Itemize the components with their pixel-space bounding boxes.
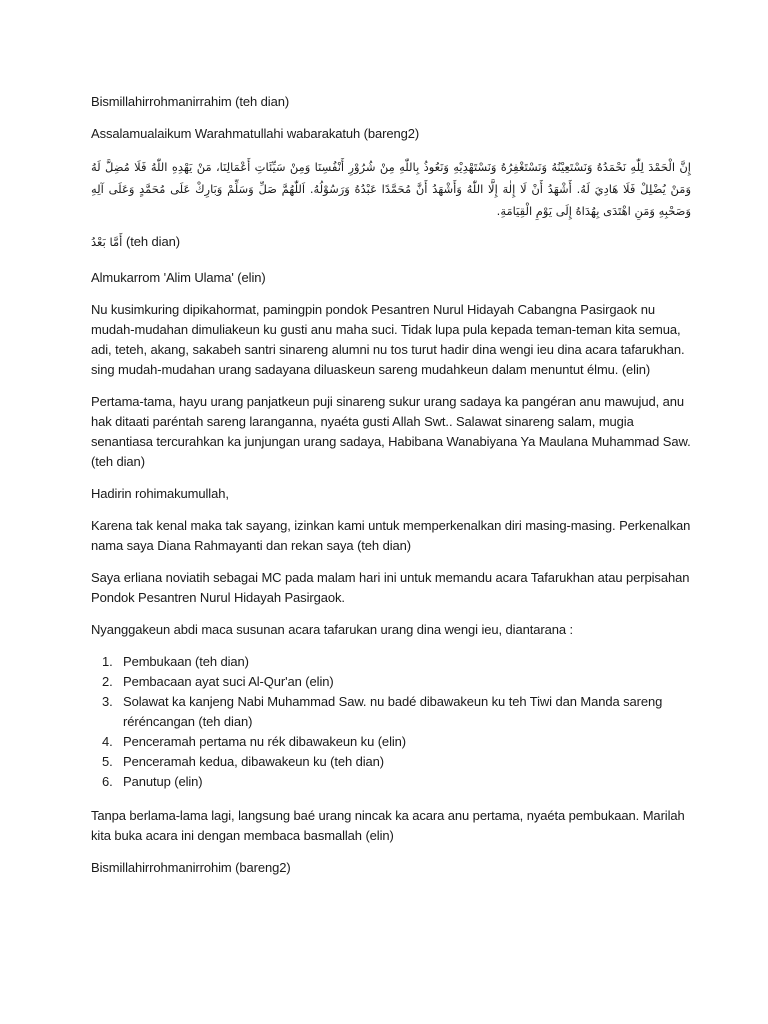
agenda-number: 3. [102, 694, 113, 709]
greeting-ulama: Almukarrom 'Alim Ulama' (elin) [91, 270, 266, 285]
final-line: Bismillahirrohmanirrohim (bareng2) [91, 860, 291, 875]
salam-line: Assalamualaikum Warahmatullahi wabarakatuh (bareng2) [91, 126, 420, 141]
agenda-number: 6. [102, 774, 113, 789]
hadirin-line: Hadirin rohimakumullah, [91, 486, 229, 501]
paragraph-introduction: Karena tak kenal maka tak sayang, izinkan kami untuk memperkenalkan diri masing-masing. Perkenalkan nama saya Diana Rahmayanti dan rekan saya (teh dian) [91, 518, 691, 553]
paragraph-mc: Saya erliana noviatih sebagai MC pada malam hari ini untuk memandu acara Tafarukhan atau perpisahan Pondok Pesantren Nurul Hidayah Pasirgaok. [91, 570, 690, 605]
document-page [91, 92, 691, 890]
opening-line: Bismillahirrohmanirrahim (teh dian) [91, 94, 290, 109]
agenda-text: Solawat ka kanjeng Nabi Muhammad Saw. nu badé dibawakeun ku teh Tiwi dan Manda sareng réréncangan (teh dian) [123, 694, 663, 729]
agenda-number: 5. [102, 754, 113, 769]
agenda-text: Pembukaan (teh dian) [123, 654, 249, 669]
paragraph-closing: Tanpa berlama-lama lagi, langsung baé urang nincak ka acara anu pertama, nyaéta pembukaan. Marilah kita buka acara ini dengan membaca basmallah (elin) [91, 808, 685, 843]
agenda-text: Panutup (elin) [123, 774, 203, 789]
agenda-item [91, 652, 691, 672]
agenda-number: 1. [102, 654, 113, 669]
paragraph-respect: Nu kusimkuring dipikahormat, pamingpin pondok Pesantren Nurul Hidayah Cabangna Pasirgaok nu mudah-mudahan dimuliakeun ku gusti anu maha suci. Tidak lupa pula kepada teman-teman kita semua, adi, teteh, akang, sakabeh santri sinareng alumni nu tos turut hadir dina wengi ieu dina acara tafarukhan. sing mudah-mudahan urang sadayana diluaskeun sareng mudahkeun dalam menuntut élmu. (elin) [91, 302, 685, 377]
amma-speaker: (teh dian) [125, 234, 181, 249]
agenda-intro: Nyanggakeun abdi maca susunan acara tafarukan urang dina wengi ieu, diantarana : [91, 622, 574, 637]
agenda-number: 4. [102, 734, 113, 749]
agenda-text: Penceramah kedua, dibawakeun ku (teh dian) [123, 754, 385, 769]
agenda-item [91, 692, 691, 732]
agenda-text: Penceramah pertama nu rék dibawakeun ku (elin) [123, 734, 407, 749]
agenda-item [91, 672, 691, 692]
arabic-opening-text: إِنَّ الْحَمْدَ لِلّٰهِ نَحْمَدُهُ وَنَسْتَعِيْنُهُ وَنَسْتَغْفِرُهُ وَنَسْتَهْدِيْهِ وَنَعُوذُ بِاللّٰهِ مِنْ شُرُوْرِ أَنْفُسِنَا وَمِنْ سَيِّئَاتِ أَعْمَالِنَا، مَنْ يَهْدِهِ اللّٰهُ فَلَا مُضِلَّ لَهُ وَمَنْ يُضْلِلْ فَلَا هَادِيَ لَهُ. أَشْهَدُ أَنْ لَا إِلٰهَ إِلَّا اللّٰهُ وَأَشْهَدُ أَنَّ مُحَمَّدًا عَبْدُهُ وَرَسُوْلُهُ. اَللّٰهُمَّ صَلِّ وَسَلِّمْ وَبَارِكْ عَلَى مُحَمَّدٍ وَعَلَى آلِهِ وَصَحْبِهِ وَمَنِ اهْتَدَى بِهُدَاهُ إِلَى يَوْمِ الْقِيَامَةِ. [91, 160, 691, 218]
agenda-item [91, 752, 691, 772]
amma-arabic: أَمَّا بَعْدُ [91, 235, 123, 249]
agenda-text: Pembacaan ayat suci Al-Qur'an (elin) [123, 674, 334, 689]
agenda-number: 2. [102, 674, 113, 689]
agenda-item [91, 772, 691, 792]
agenda-item [91, 732, 691, 752]
paragraph-praise: Pertama-tama, hayu urang panjatkeun puji sinareng sukur urang sadaya ka pangéran anu mawujud, anu hak ditaati paréntah sareng laranganna, nyaéta gusti Allah Swt.. Salawat sinareng salam, mugia senantiasa tercurahkan ka junjungan urang sadaya, Habibana Wanabiyana Ya Maulana Muhammad Saw. (teh dian) [91, 394, 691, 469]
agenda-list [91, 652, 691, 792]
amma-bada-line [91, 232, 691, 252]
